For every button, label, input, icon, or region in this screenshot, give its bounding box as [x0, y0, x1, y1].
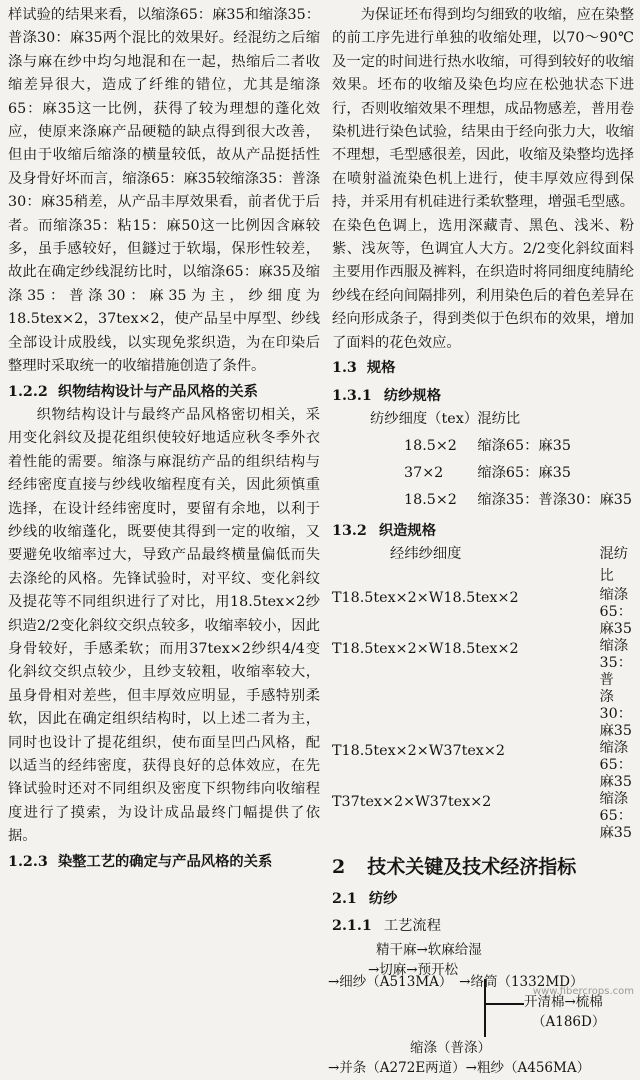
flow-step-opening-carding: 开清棉→梳棉 — [524, 993, 603, 1010]
table-row — [332, 740, 632, 791]
section-heading-1-2-3 — [8, 851, 320, 874]
table-header-row — [332, 543, 632, 587]
section-number: 2.1.1 — [332, 918, 372, 935]
section-heading-1-3-1 — [332, 385, 634, 408]
section-number: 1.3 — [332, 360, 357, 377]
section-number: 13.2 — [332, 522, 367, 539]
table-header-row — [370, 408, 632, 435]
table-cell: T18.5tex×2×W18.5tex×2 — [332, 590, 519, 607]
body-paragraph: 样试验的结果来看，以缩涤65：麻35和缩涤35：普涤30：麻35两个混比的效果好。经混纺之后缩涤与麻在纱中均匀地混和在一起，热缩后二者收缩差异很大，造成了纤维的错位，尤其是缩涤65：麻35这一比例，获得了较为理想的蓬化效应，使原来涤麻产品硬糙的缺点得到很大改善，但由于收缩后缩涤的横量较低，故从产品挺括性及身骨好坏而言，缩涤65：麻35较缩涤35：普涤30：麻35稍差，从产品丰厚效果看，前者优于后者。而缩涤35：粘15：麻50这一比例因含麻较多，虽手感较好，但鐩过于软塌，保形性较差，故此在确定纱线混纺比时，以缩涤65：麻35及缩涤35：普涤30：麻35为主，纱细度为18.5tex×2，37tex×2，使产品呈中厚型、纱线全部设计成股线，以实现免浆织造，为在印染后整理时采取统一的收缩措施创造了条件。 — [8, 7, 320, 375]
table-cell: T18.5tex×2×W18.5tex×2 — [332, 641, 519, 658]
table-cell: 缩涤35：普 — [599, 638, 632, 689]
section-number: 1.2.2 — [8, 383, 48, 400]
table-row — [370, 489, 632, 516]
table-cell: 缩涤65：麻35 — [477, 464, 571, 481]
section-title: 纺纱 — [368, 890, 398, 907]
section-heading-1-2-2 — [8, 381, 320, 404]
flow-step-carding-model: （A186D） — [532, 1013, 606, 1030]
left-column — [8, 4, 320, 874]
section-title: 工艺流程 — [383, 918, 441, 935]
table-cell: 18.5×2 — [404, 437, 457, 454]
table-row — [370, 462, 632, 489]
section-heading-1-3 — [332, 357, 634, 380]
section-title: 规格 — [366, 360, 396, 377]
section-heading-2-1 — [332, 888, 634, 911]
table-cell: 缩涤35：普涤30：麻35 — [477, 491, 632, 508]
section-heading-1-3-2 — [332, 520, 634, 543]
table-cell: 37×2 — [404, 464, 444, 481]
section-title: 染整工艺的确定与产品风格的关系 — [57, 853, 273, 870]
table-cell: 麻35 — [599, 621, 632, 638]
table-cell: 麻35 — [599, 774, 632, 791]
flow-step-raw-ramie: 精干麻→软麻给湿 — [376, 941, 482, 958]
flow-connector — [484, 1003, 486, 1037]
table-cell: T18.5tex×2×W37tex×2 — [332, 743, 505, 760]
table-cell: 缩涤65： — [599, 587, 632, 621]
table-header: 经纬纱细度 — [390, 546, 462, 563]
spinning-spec-table — [370, 408, 632, 516]
table-cell: 缩涤65：麻35 — [477, 437, 571, 454]
table-header: 纺纱细度（tex） — [370, 410, 479, 427]
section-heading-2-1-1 — [332, 915, 634, 938]
table-row — [332, 791, 632, 842]
table-cell: 缩涤65： — [599, 791, 632, 825]
watermark: www.fibercrops.com — [532, 986, 634, 997]
weaving-spec-table — [332, 543, 632, 842]
table-header: 混纺比 — [477, 410, 521, 427]
section-number: 1.2.3 — [8, 853, 48, 870]
flow-step-polyester: 缩涤（普涤） — [410, 1039, 491, 1056]
table-header: 混纺比 — [599, 546, 629, 585]
table-cell: 缩涤65： — [599, 740, 632, 774]
section-title: 纺纱规格 — [383, 387, 441, 404]
table-row — [332, 587, 632, 638]
flow-step-cutting: →切麻→预开松 — [368, 961, 459, 978]
section-title: 织造规格 — [378, 522, 437, 539]
section-title: 织物结构设计与产品风格的关系 — [57, 383, 258, 400]
section-heading-2 — [332, 856, 634, 879]
table-cell: 涤30：麻35 — [599, 689, 632, 740]
table-row — [370, 435, 632, 462]
table-row — [332, 638, 632, 740]
table-cell: 麻35 — [599, 825, 632, 842]
right-column — [328, 4, 634, 1079]
section-number: 2.1 — [332, 890, 357, 907]
body-paragraph: 织物结构设计与最终产品风格密切相关，采用变化斜纹及提花组织使较好地适应秋冬季外衣着性能的需要。缩涤与麻混纺产品的组织结构与经纬密度直接与纱线收缩程度有关，因此须慎重选择，在设计经纬密度时，要留有余地，以利于纱线的收缩蓬化，既要使其得到一定的收缩，又要避免收缩率过大，导致产品最终横量偏低而失去涤纶的风格。先锋试验时，对平纹、变化斜纹及提花等不同组织进行了对比，用18.5tex×2纱织造2/2变化斜纹交织点较多，收缩率较小，因此身骨较好，手感柔软；而用37tex×2纱织4/4变化斜纹交织点较少，且纱支较粗，收缩率较大，虽身骨相对差些，但丰厚效应明显，手感特别柔软，因此在确定组织结构时，以上述二者为主，同时也设计了提花组织，使布面呈凹凸风格，配以适当的经纬密度，获得良好的总体效应，在先锋试验时还对不同组织及密度下织物纬向收缩程度进行了摸索，为设计成品最终门幅提供了依据。 — [8, 406, 320, 845]
flow-step-spinning-winding: →细纱（A513MA） →络筒（1332MD） — [328, 974, 584, 990]
body-paragraph: 为保证坯布得到均匀细致的收缩，应在染整的前工序先进行单独的收缩处理，以70～90℃及一定的时间进行热水收缩，可得到较好的收缩效果。坯布的收缩及染色均应在松弛状态下进行，否则收缩效果不理想，成品物感差，普用卷染机进行染色试验，结果由于经向张力大，收缩不理想，毛型感很差，因此，收缩及染整均选择在喷射溢流染色机上进行，使丰厚效应得到保持，并采用有机硅进行柔软整理，增强毛型感。在染色色调上，选用深藏青、黑色、浅米、粉紫、浅灰等，色调宜人大方。2/2变化斜纹面料主要用作西服及裤料，在织造时将同细度纯腈纶纱线在经向间隔排列，利用染色后的着色差异在经向形成条子，得到类似于色织布的效果，增加了面料的花色效应。 — [332, 7, 634, 351]
flow-connector — [484, 1003, 524, 1005]
flow-step-drawing-roving: →并条（A272E两道）→粗纱（A456MA） — [328, 1059, 591, 1076]
section-number: 1.3.1 — [332, 387, 372, 404]
process-flow-diagram — [328, 939, 634, 1079]
table-cell: T37tex×2×W37tex×2 — [332, 794, 492, 811]
section-title: 技术关键及技术经济指标 — [367, 856, 577, 879]
section-number: 2 — [332, 856, 346, 879]
table-cell: 18.5×2 — [404, 491, 457, 508]
